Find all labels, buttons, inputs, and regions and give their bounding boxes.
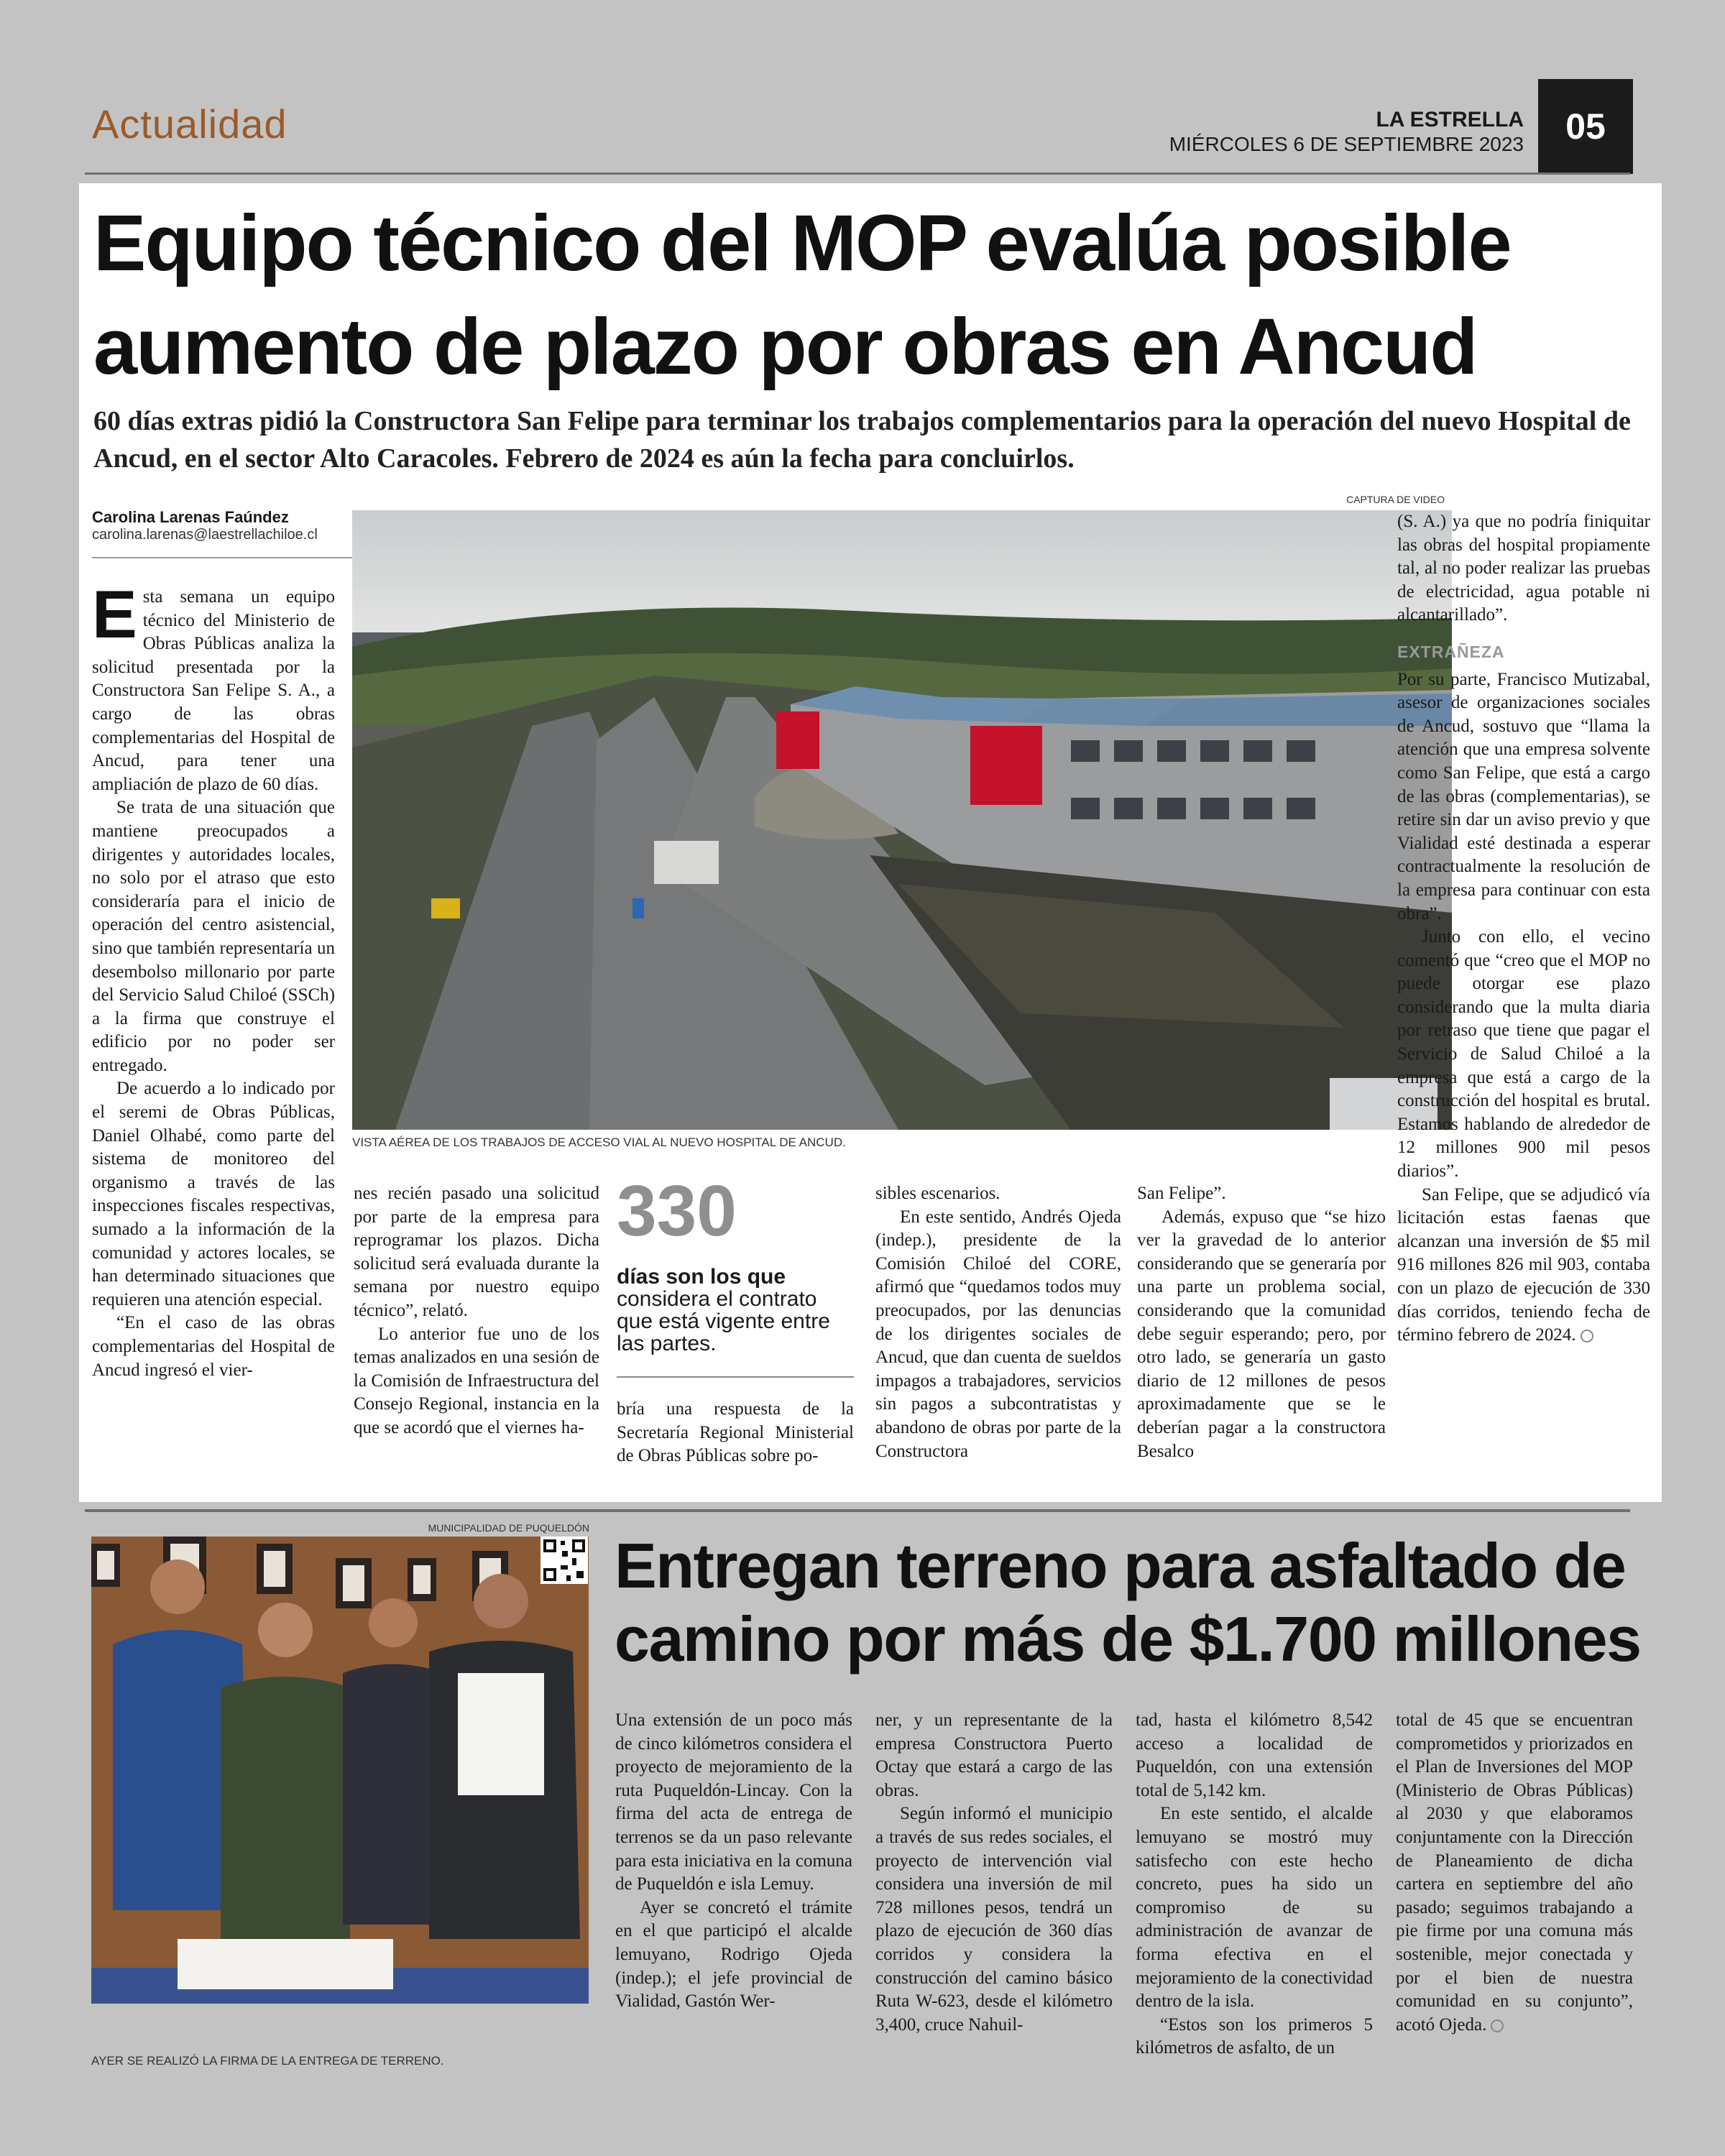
photo-caption: VISTA AÉREA DE LOS TRABAJOS DE ACCESO VIAL AL NUEVO HOSPITAL DE ANCUD.	[352, 1135, 846, 1149]
paragraph: Lo anterior fue uno de los temas analizados en una sesión de la Comisión de Infraestructura del Consejo Regional, instancia en la que se acordó que el viernes ha-	[354, 1324, 599, 1437]
headline-line-1: Equipo técnico del MOP evalúa posible	[93, 199, 1511, 287]
article-hospital-ancud	[79, 183, 1662, 1502]
author-email: carolina.larenas@laestrellachiloe.cl	[92, 527, 318, 543]
headline-line-2: aumento de plazo por obras en Ancud	[93, 303, 1477, 391]
subsection-heading: EXTRAÑEZA	[1397, 642, 1505, 661]
article-column-5	[1137, 1182, 1386, 1463]
drop-cap: E	[92, 576, 137, 652]
article-two-column-1	[615, 1709, 852, 2014]
paragraph: sibles escenarios.	[875, 1184, 1000, 1203]
paragraph: En este sentido, el alcalde lemuyano se mostró muy satisfecho con este hecho concreto, pues ha sido un compromiso de su administración de avanzar de forma efectiva en el mejoramiento de la conectividad dentro de la isla.	[1136, 1804, 1373, 2012]
paragraph: ner, y un representante de la empresa Constructora Puerto Octay que estará a cargo de las obras.	[875, 1710, 1113, 1800]
article-column-6	[1397, 510, 1650, 1348]
paragraph: Por su parte, Francisco Mutizabal, asesor de organizaciones sociales de Ancud, sostuvo que “llama la atención que una empresa solvente como San Felipe, que está a cargo de las obras (complementarias), se retire sin dar un aviso previo y que Vialidad esté destinada a esperar contractualmente la resolución de la empresa para continuar con esta obra”.	[1397, 669, 1650, 923]
paragraph	[1397, 1184, 1650, 1348]
article-divider	[85, 1509, 1630, 1512]
photo-credit: MUNICIPALIDAD DE PUQUELDÓN	[428, 1522, 589, 1534]
article-two-column-2	[875, 1709, 1113, 2037]
paragraph: De acuerdo a lo indicado por el seremi de Obras Públicas, Daniel Olhabé, como parte del sistema de monitoreo del organismo a través de las inspecciones fiscales respectivas, sumado a la información de la comunidad y actores locales, se han determinado situaciones que requieren una atención especial.	[92, 1079, 335, 1309]
photo-caption: AYER SE REALIZÓ LA FIRMA DE LA ENTREGA DE TERRENO.	[91, 2054, 444, 2068]
signing-photo-illustration	[91, 1537, 589, 2004]
article-two-column-4	[1396, 1709, 1633, 2037]
newspaper-name: LA ESTRELLA	[1376, 108, 1524, 132]
paragraph: Se trata de una situación que mantiene preocupados a dirigentes y autoridades locales, no solo por el atraso que esto consideraría para el inicio de operación del centro asistencial, sino que también representaría un desembolso millonario por parte del Servicio Salud Chiloé (SSCh) a la firma que construye el edificio por no poder ser entregado.	[92, 798, 335, 1075]
paragraph: Ayer se concretó el trámite en el que participó el alcalde lemuyano, Rodrigo Ojeda (indep.); el jefe provincial de Vialidad, Gastón Wer-	[615, 1897, 852, 2012]
headline-line-1: Entregan terreno para asfaltado de	[615, 1530, 1626, 1601]
aerial-photo-illustration	[352, 510, 1452, 1130]
qr-code-icon	[540, 1537, 588, 1584]
paragraph: San Felipe”.	[1137, 1184, 1226, 1203]
article-subhead: 60 días extras pidió la Constructora San Felipe para terminar los trabajos complementarios para la operación del nuevo Hospital de Ancud, en el sector Alto Caracoles. Febrero de 2024 es aún la fecha para concluirlos.	[93, 406, 1631, 474]
signing-photo	[91, 1537, 589, 2004]
article-column-2	[354, 1182, 599, 1440]
paragraph: Según informó el municipio a través de sus redes sociales, el proyecto de intervención vial considera una inversión de mil 728 millones pesos, tendrá un plazo de ejecución de 360 días corridos y considera la construcción del camino básico Ruta W-623, desde el kilómetro 3,400, cruce Nahuil-	[875, 1804, 1113, 2035]
paragraph	[92, 576, 335, 796]
paragraph: (S. A.) ya que no podría finiquitar las obras del hospital propiamente tal, al no poder realizar las pruebas de electricidad, agua potable ni alcantarillado”.	[1397, 512, 1650, 625]
issue-date: MIÉRCOLES 6 DE SEPTIEMBRE 2023	[1169, 133, 1524, 155]
stat-callout	[617, 1171, 854, 1355]
article-column-3	[617, 1398, 854, 1468]
page-number: 05	[1538, 79, 1633, 174]
end-mark-icon	[1491, 2019, 1504, 2032]
paragraph: tad, hasta el kilómetro 8,542 acceso a localidad de Puqueldón, con una extensión total de 5,142 km.	[1136, 1710, 1373, 1800]
aerial-photo	[352, 510, 1452, 1130]
article-headline	[93, 192, 1653, 399]
end-mark-icon	[1581, 1330, 1593, 1342]
paragraph: “Estos son los primeros 5 kilómetros de asfalto, de un	[1136, 2014, 1373, 2058]
stat-rest-text: considera el contrato que está vigente entre las partes.	[617, 1287, 830, 1355]
paragraph-text: San Felipe, que se adjudicó vía licitación estas faenas que alcanzan una inversión de $5 mil 916 millones 826 mil 903, contaba con un plazo de ejecución de 330 días corridos, teniendo fecha de término febrero de 2024.	[1397, 1184, 1650, 1345]
header-divider	[85, 172, 1630, 175]
stat-bold-text: días son los que	[617, 1265, 786, 1289]
paragraph	[1396, 1709, 1633, 2037]
paragraph: “En el caso de las obras complementarias del Hospital de Ancud ingresó el vier-	[92, 1313, 335, 1380]
stat-number: 330	[617, 1171, 737, 1251]
author-name: Carolina Larenas Faúndez	[92, 508, 289, 526]
stat-description	[617, 1266, 854, 1355]
article-headline	[615, 1529, 1642, 1676]
paragraph: Además, expuso que “se hizo ver la gravedad de lo anterior considerando que se generaría por una parte un problema social, considerando que la comunidad debe seguir esperando; pero, por otro lado, se generaría un gasto diario de 12 millones de pesos aproximadamente que se le deberían pagar a la constructora Besalco	[1137, 1207, 1386, 1461]
paragraph: Una extensión de un poco más de cinco kilómetros considera el proyecto de mejoramiento de la ruta Puqueldón-Lincay. Con la firma del acta de entrega de terrenos se da un paso relevante para esta iniciativa en la comuna de Puqueldón e isla Lemuy.	[615, 1710, 852, 1894]
headline-line-2: camino por más de $1.700 millones	[615, 1603, 1641, 1674]
photo-credit: CAPTURA DE VIDEO	[1346, 494, 1445, 505]
section-label: Actualidad	[92, 101, 288, 147]
article-two-column-3	[1136, 1709, 1373, 2060]
paragraph: En este sentido, Andrés Ojeda (indep.), presidente de la Comisión Chiloé del CORE, afirmó que “quedamos todos muy preocupados, por las denuncias de los dirigentes sociales de Ancud, que dan cuenta de sueldos impagos a trabajadores, servicios sin pagos a subcontratistas y abandono de obras por parte de la Constructora	[875, 1207, 1121, 1461]
paragraph: Junto con ello, el vecino comentó que “creo que el MOP no puede otorgar ese plazo considerando que la multa diaria por retraso que tiene que pagar el Servicio de Salud Chiloé a la empresa que está a cargo de la construcción del hospital es brutal. Estamos hablando de alrededor de 12 millones 900 mil pesos diarios”.	[1397, 927, 1650, 1181]
paragraph: nes recién pasado una solicitud por parte de la empresa para reprogramar los plazos. Dicha solicitud será evaluada durante la semana por nuestro equipo técnico”, relató.	[354, 1184, 599, 1320]
paragraph-text: total de 45 que se encuentran comprometidos y priorizados en el Plan de Inversiones del MOP (Ministerio de Obras Públicas) al 2030 y que elaboramos conjuntamente con la Dirección de Planeamiento de dicha cartera en septiembre del año pasado; seguimos trabajando a pie firme por una comuna más sostenible, mejor conectada y por el bien de nuestra comunidad en su conjunto”, acotó Ojeda.	[1396, 1710, 1633, 2035]
paragraph: bría una respuesta de la Secretaría Regional Ministerial de Obras Públicas sobre po-	[617, 1399, 854, 1466]
article-column-4	[875, 1182, 1121, 1463]
paragraph-text: sta semana un equipo técnico del Ministerio de Obras Públicas analiza la solicitud presentada por la Constructora San Felipe S. A., a cargo de las obras complementarias del Hospital de Ancud, para tener una ampliación de plazo de 60 días.	[92, 587, 335, 794]
stat-divider	[617, 1376, 854, 1378]
article-column-1	[92, 576, 335, 1382]
masthead	[1169, 108, 1524, 157]
